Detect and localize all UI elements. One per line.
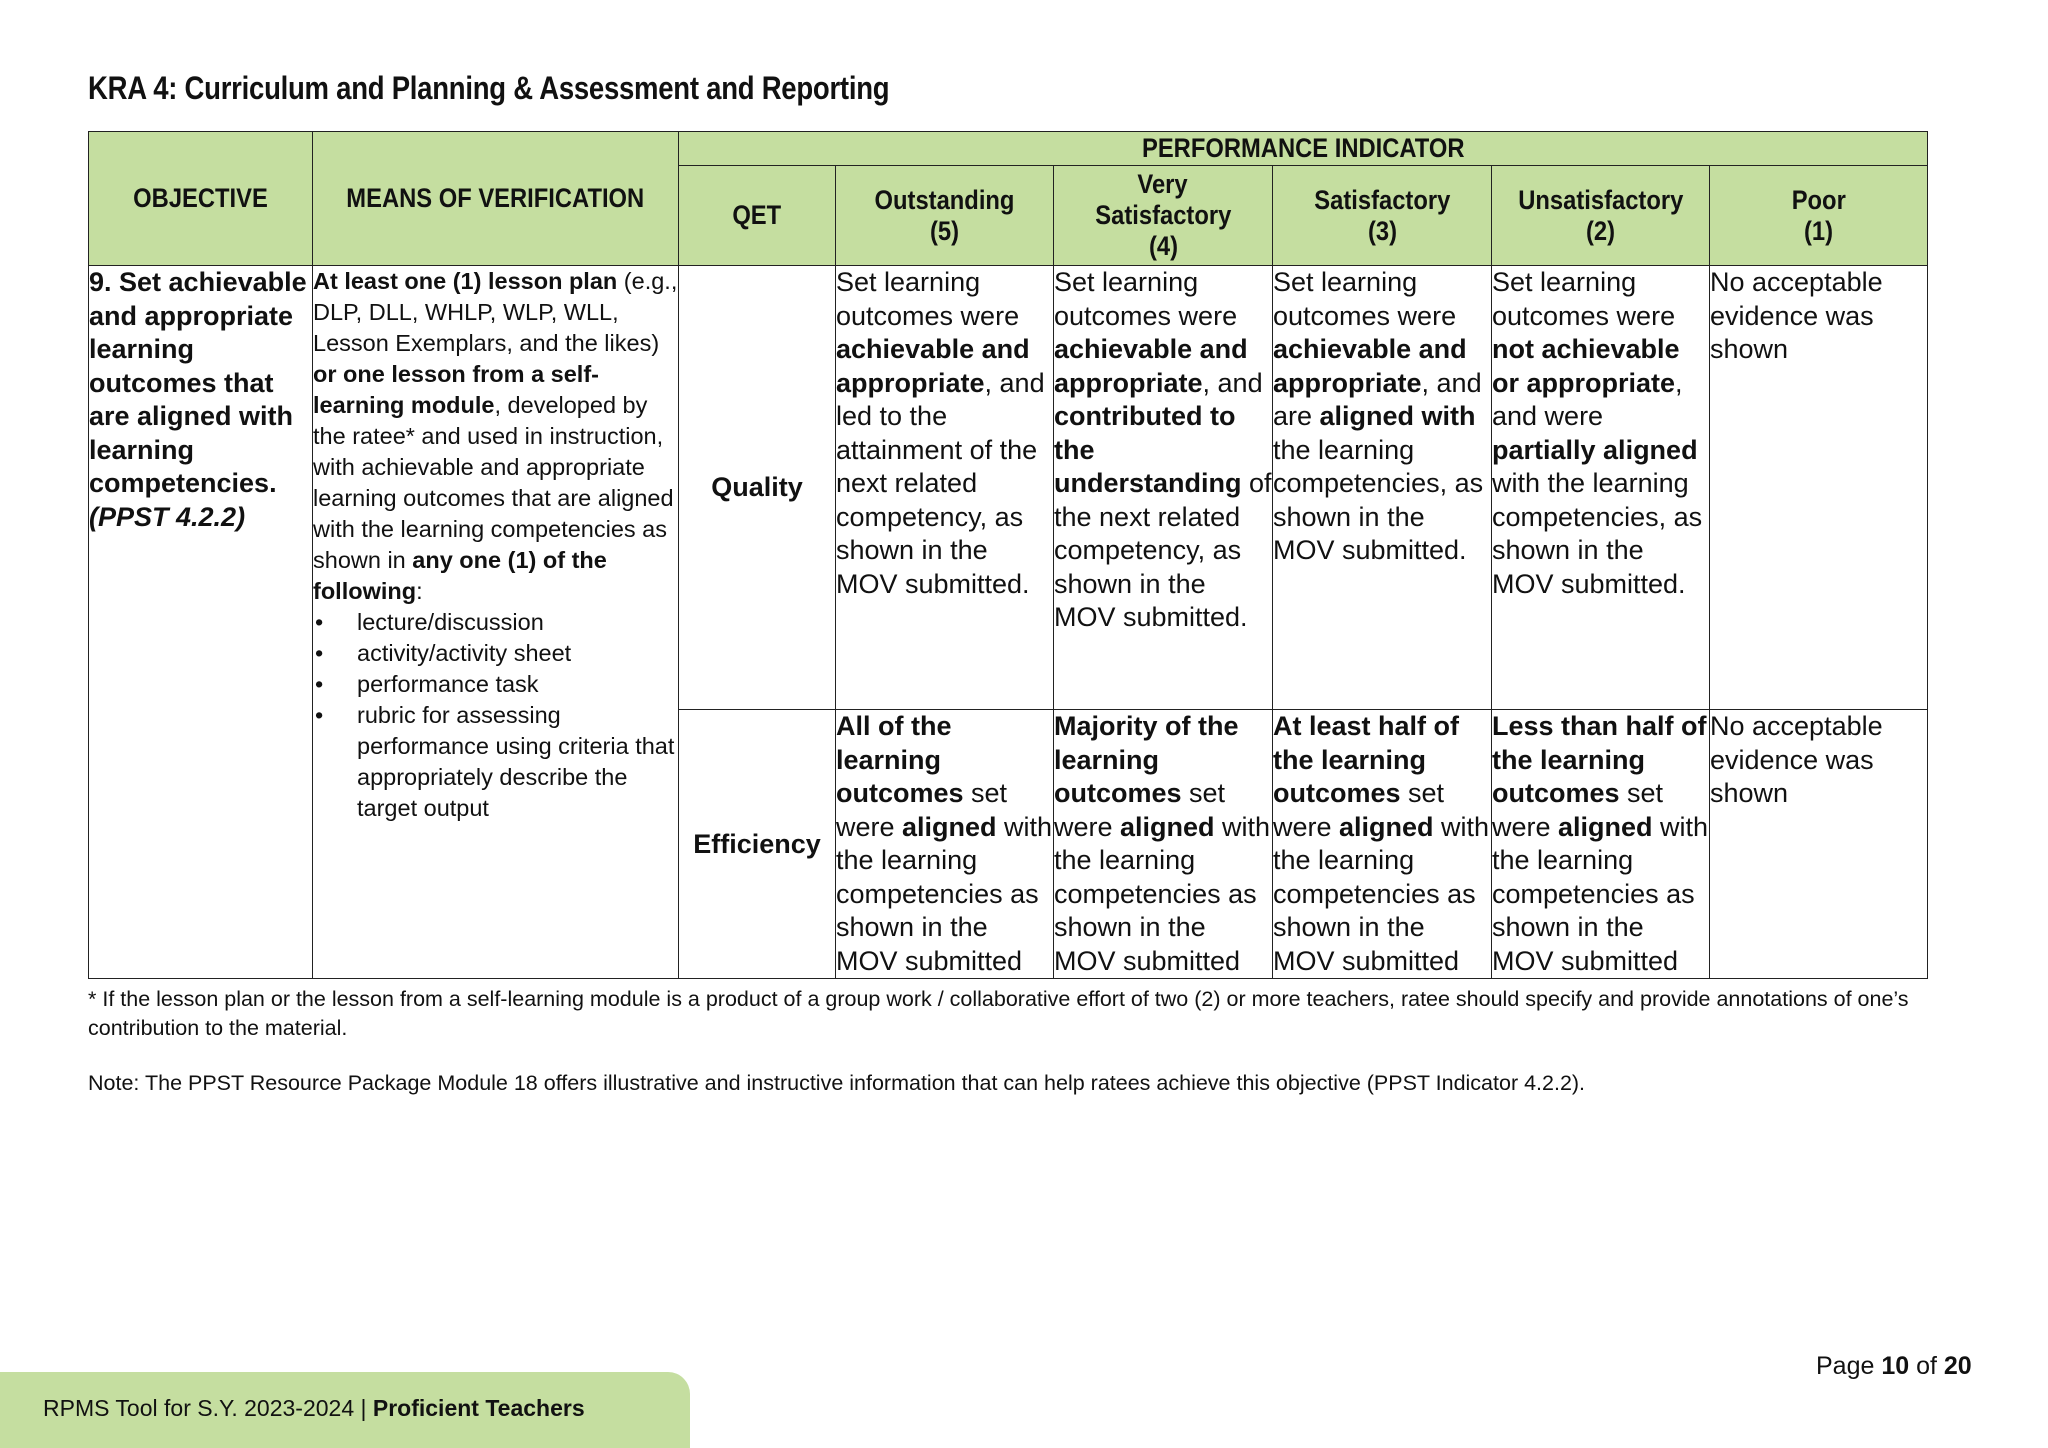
qet-quality-label: Quality	[679, 266, 836, 710]
quality-satisfactory-cell: Set learning outcomes were achievable and appropriate, and are aligned with the learning competencies, as shown in the MOV submitted.	[1273, 266, 1492, 710]
footer-text: RPMS Tool for S.Y. 2023-2024 | Proficient Teachers	[43, 1395, 585, 1421]
mov-header: MEANS OF VERIFICATION	[313, 132, 679, 266]
efficiency-outstanding-cell: All of the learning outcomes set were aligned with the learning competencies as shown in the MOV submitted	[836, 710, 1054, 979]
list-item: • performance task	[357, 669, 678, 700]
mov-bullet-list	[313, 607, 678, 824]
level-header-very-satisfactory: Very Satisfactory (4)	[1054, 166, 1273, 266]
objective-cell	[89, 266, 313, 979]
quality-poor-cell: No acceptable evidence was shown	[1710, 266, 1928, 710]
rubric-table	[88, 131, 1928, 979]
level-header-outstanding: Outstanding (5)	[836, 166, 1054, 266]
list-item: • activity/activity sheet	[357, 638, 678, 669]
qet-header: QET	[679, 166, 836, 266]
mov-cell: At least one (1) lesson plan (e.g., DLP, DLL, WHLP, WLP, WLL, Lesson Exemplars, and the likes) or one lesson from a self-learning module, developed by the ratee* and used in instruction, with achievable and appropriate learning outcomes that are aligned with the learning competencies as shown in any one (1) of the following: • lecture/discussion • activity/activity sheet • performance task • rubric for assessing performance using criteria that appropriately describe the target output	[313, 266, 679, 979]
performance-indicator-header: PERFORMANCE INDICATOR	[679, 132, 1928, 166]
efficiency-satisfactory-cell: At least half of the learning outcomes set were aligned with the learning competencies as shown in the MOV submitted	[1273, 710, 1492, 979]
level-header-unsatisfactory: Unsatisfactory (2)	[1492, 166, 1710, 266]
objective-ref: (PPST 4.2.2)	[89, 501, 246, 532]
quality-outstanding-cell: Set learning outcomes were achievable and appropriate, and led to the attainment of the next related competency, as shown in the MOV submitted.	[836, 266, 1054, 710]
efficiency-very-satisfactory-cell: Majority of the learning outcomes set were aligned with the learning competencies as shown in the MOV submitted	[1054, 710, 1273, 979]
level-header-poor: Poor (1)	[1710, 166, 1928, 266]
footnote: * If the lesson plan or the lesson from a self-learning module is a product of a group work / collaborative effort of two (2) or more teachers, ratee should specify and provide annotations of one’s contribution to the material.	[88, 987, 1909, 1040]
efficiency-poor-cell: No acceptable evidence was shown	[1710, 710, 1928, 979]
quality-unsatisfactory-cell: Set learning outcomes were not achievable or appropriate, and were partially aligned with the learning competencies, as shown in the MOV submitted.	[1492, 266, 1710, 710]
quality-very-satisfactory-cell: Set learning outcomes were achievable and appropriate, and contributed to the understanding of the next related competency, as shown in the MOV submitted.	[1054, 266, 1273, 710]
page-number: Page 10 of 20	[1816, 1352, 1972, 1380]
note: Note: The PPST Resource Package Module 18 offers illustrative and instructive information that can help ratees achieve this objective (PPST Indicator 4.2.2).	[88, 1071, 1586, 1095]
list-item: • lecture/discussion	[357, 607, 678, 638]
qet-efficiency-label: Efficiency	[679, 710, 836, 979]
page-title: KRA 4: Curriculum and Planning & Assessment and Reporting	[88, 70, 890, 106]
efficiency-unsatisfactory-cell: Less than half of the learning outcomes set were aligned with the learning competencies as shown in the MOV submitted	[1492, 710, 1710, 979]
level-header-satisfactory: Satisfactory (3)	[1273, 166, 1492, 266]
objective-text: 9. Set achievable and appropriate learning outcomes that are aligned with learning competencies.	[89, 267, 307, 498]
list-item: • rubric for assessing performance using criteria that appropriately describe the target output	[357, 700, 678, 824]
objective-header: OBJECTIVE	[89, 132, 313, 266]
